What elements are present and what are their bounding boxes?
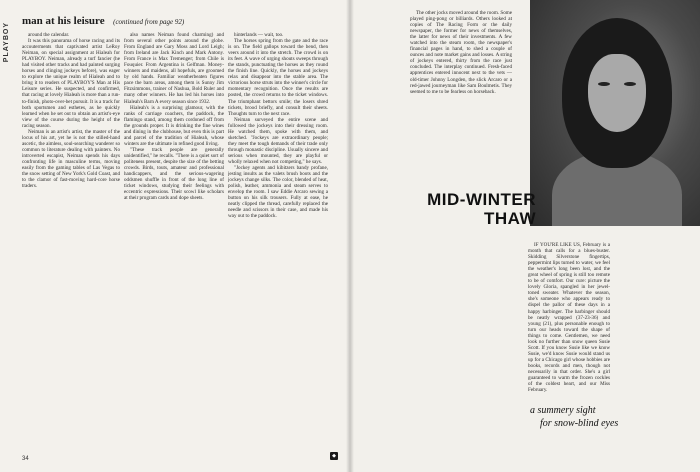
paragraph: also names Neiman found charming) and from several other points around the globe. From England are Gary Moss and Lord Leigh; from Ireland are Jack Kinch and Mark Antony. From France is Max Tremenger; from Chile is Fouquier. From Argentina is Gelfman. Money-winners and maidens, all hopefuls, are groomed by old hands. Familiar weatherbeaten figures pace the barn areas, among them is Sunny Jim Fitzsimmons, trainer of Nashua, Bold Ruler and many other winners. He has led his horses into Hialeah's Barn A every season since 1932. bbox=[124, 32, 224, 105]
headline-line-1: MID-WINTER bbox=[427, 190, 536, 209]
tagline bbox=[530, 404, 680, 430]
portrait-photo bbox=[530, 0, 700, 226]
section-label: PLAYBOY bbox=[3, 22, 10, 63]
page-gutter bbox=[346, 0, 354, 472]
tagline-line-2: for snow-blind eyes bbox=[540, 418, 619, 429]
tagline-line-1: a summery sight bbox=[530, 405, 596, 416]
paragraph: "Jockey agents and kibitzers bandy profane, jesting insults as the valets brush boots and the jockeys change silks. The color, blended of heat, polish, leather, ammonia and steam serves to envelop the room. I saw Eddie Arcaro sewing a button on his silk trousers. Fully at ease, he neatly clipped the thread, carefully replaced the needle and scissors in their case, and made his way out to the paddock. bbox=[228, 165, 328, 220]
headline-line-2: THAW bbox=[483, 209, 536, 228]
paragraph: Neiman surveyed the entire scene and followed the jockeys into their dressing room. He watched them, spoke with them, and sketched. "Jockeys are extraordinary people; they meet the tough demands of their trade only through monastic discipline. Usually sincere and serious when mounted, they are playful or wholly relaxed when not competing," he says. bbox=[228, 116, 328, 165]
paragraph: IF YOU'RE LIKE US, February is a month that calls for a blues-buster. Skidding Silverstone fingertips, peppermint lips turned to water, we feel the weather's long been lost, and the great wheel of spring is still too remote to be of comfort. Our cure: picture the lovely Gloria, spangled in her jewel-toned sweater. Whatever the season, she's someone who appears ready to dispel the pallor of these days in a happy harbinger. The harbinger should be neatly wrapped (37-23-36) and young (21), plus personable enough to turn our heads toward the shape of things to come. Gentlemen, we need look no further than snow queen Susie Scott. If you know Susie like we know Susie, we'd know Susie would stand us up for a Chicago girl whose hobbies are books, records and men, though not necessarily in that order. She's a girl guaranteed to warm the frozen cockles of the coldest heart, and our Miss February. bbox=[528, 242, 610, 394]
paragraph: "These track people are generally unidentified," he recalls. "There is a quiet sort of politeness present, despite the size of the betting crowds. Birds, touts, amateur and professional handicappers, and the serious-wagering oddsmen shuffle in front of the long line of ticket windows, studying their feelings with eccentric expressions. Their scowl like scholars at their program cards and dope sheets. bbox=[124, 146, 224, 202]
rabbit-logo-icon: ◆ bbox=[330, 452, 338, 460]
article-header bbox=[22, 15, 322, 27]
paragraph: The horses spring from the gate and the race is on. The field gallops toward the bend, then veers around it into the stretch. The crowd is on its feet. A wave of urging shouts sweeps through the stands, punctuating the horses as they round the finish line. Quickly, the horses and jockeys relax and disappear into the stable area. The victorious horse struts into the winner's circle for momentary recognition. Once the results are posted, the crowd returns to the ticket windows. The triumphant bettors smile; the losers shred tickets, brood briefly, and consult their sheets. Thoughts turn to the next race. bbox=[228, 38, 328, 117]
text-column-3 bbox=[228, 32, 328, 452]
paragraph: Neiman is an artist's artist, the master of the locus of his art, yet he is not the stilled-hand ascetic, the aimless, soul-searching wanderer so common to literature dealing with painters. No introverted escapist, Neiman spends his days confronting life in masculine terms, moving easily from the gaming tables of Las Vegas to the snow setting of New York's Gold Coast, and to the clamor of fast-moving hard-core horse traders. bbox=[22, 128, 120, 190]
page-number: 34 bbox=[22, 456, 29, 462]
paragraph: The other jocks moved around the room. Some played ping-pong or billiards. Others looked at copies of The Racing Form or the daily newspaper, the former for news of themselves, the latter for news of their investments. A few watched into the steam room, the newspaper's financial pages in hand, to shed a couple of ounces and note market gains and losses. A string of jockeys entered, thirty from the race just concluded. The interplay continued. Fresh-faced apprentices entered innocent next to the vets — old-timer Johnny Longden, the slick Arcaro or a red-jawed journeyman like Sam Boulmetis. They seemed to me to be fearless on horseback. bbox=[410, 10, 512, 95]
text-column-2 bbox=[124, 32, 224, 452]
headline bbox=[396, 190, 536, 228]
paragraph: around the calendar. bbox=[28, 32, 70, 38]
paragraph: It was this panorama of horse racing and its accouterments that captivated artist LeRoy Neiman, on special assignment at Hialeah for PLAYBOY. Neiman, already a turf fancier (he had visited other tracks and had painted surging horses and clinging jockeys before), was eager to explore the unique realm of Hialeah and to bring it to readers of PLAYBOY'S Man at His Leisure series. He suspected, and confirmed, that racing at lovely Hialeah is more than a run-to-finish, photo-over-bet pursuit. It is a track for both sportsmen and esthetes, as he quickly learned when he set out to obtain an artist's-eye view of the course during the height of the racing season. bbox=[22, 38, 120, 129]
text-column-1 bbox=[22, 32, 120, 452]
paragraph: hinterlands — wait, too. bbox=[234, 32, 284, 38]
continued-note: (continued from page 92) bbox=[113, 18, 185, 26]
article-title: man at his leisure bbox=[22, 15, 105, 27]
paragraph: Hialeah's is a surprising glamour, with the ranks of carriage coachers, the paddock, the flamingo stand, among them cordoned off from the grounds proper. It is drinking the fine wines and dining in the clubhouse, but even this is part and parcel of the tradition of Hialeah, whose winters are the ultimate in refined good living. bbox=[124, 104, 224, 147]
text-column-4 bbox=[410, 10, 512, 210]
